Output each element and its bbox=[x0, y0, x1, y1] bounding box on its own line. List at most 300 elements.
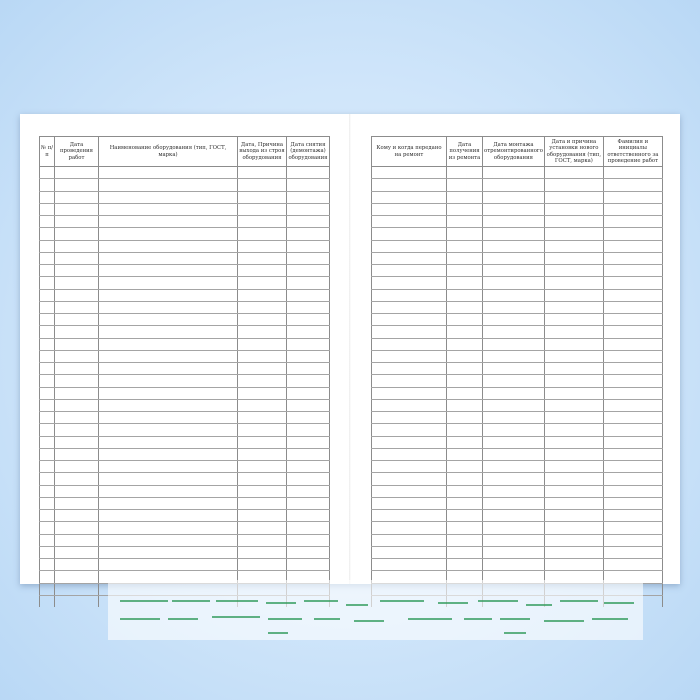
ledger-cell bbox=[372, 191, 447, 203]
ledger-cell bbox=[40, 595, 55, 607]
ledger-cell bbox=[544, 399, 603, 411]
ledger-cell bbox=[603, 399, 662, 411]
watermark-stroke bbox=[544, 620, 584, 622]
watermark-stroke bbox=[266, 602, 296, 604]
ledger-cell bbox=[40, 277, 55, 289]
ledger-cell bbox=[447, 387, 483, 399]
ledger-cell bbox=[40, 191, 55, 203]
ledger-cell bbox=[603, 252, 662, 264]
ledger-cell bbox=[447, 167, 483, 179]
ledger-cell bbox=[544, 387, 603, 399]
ledger-cell bbox=[603, 522, 662, 534]
ledger-cell bbox=[55, 399, 99, 411]
ledger-cell bbox=[99, 240, 238, 252]
ledger-cell bbox=[544, 167, 603, 179]
ledger-cell bbox=[40, 350, 55, 362]
ledger-row bbox=[40, 436, 330, 448]
ledger-cell bbox=[372, 363, 447, 375]
ledger-cell bbox=[603, 289, 662, 301]
watermark-stroke bbox=[408, 618, 452, 620]
watermark-stroke bbox=[304, 600, 338, 602]
ledger-row bbox=[40, 461, 330, 473]
ledger-row bbox=[372, 473, 663, 485]
ledger-cell bbox=[287, 399, 330, 411]
ledger-row bbox=[40, 228, 330, 240]
ledger-cell bbox=[483, 240, 545, 252]
ledger-cell bbox=[603, 559, 662, 571]
ledger-row bbox=[40, 424, 330, 436]
ledger-cell bbox=[447, 203, 483, 215]
ledger-row bbox=[40, 412, 330, 424]
ledger-row bbox=[40, 301, 330, 313]
ledger-cell bbox=[447, 216, 483, 228]
left-ledger-body bbox=[40, 167, 330, 608]
ledger-cell bbox=[372, 252, 447, 264]
ledger-cell bbox=[603, 203, 662, 215]
ledger-cell bbox=[287, 314, 330, 326]
watermark-stroke bbox=[354, 620, 384, 622]
ledger-cell bbox=[55, 228, 99, 240]
ledger-cell bbox=[40, 571, 55, 583]
ledger-cell bbox=[483, 314, 545, 326]
ledger-cell bbox=[287, 510, 330, 522]
ledger-cell bbox=[372, 436, 447, 448]
ledger-cell bbox=[287, 326, 330, 338]
ledger-cell bbox=[372, 350, 447, 362]
right-page bbox=[350, 114, 680, 584]
watermark-stroke bbox=[438, 602, 468, 604]
ledger-cell bbox=[372, 387, 447, 399]
ledger-cell bbox=[372, 301, 447, 313]
ledger-cell bbox=[372, 179, 447, 191]
ledger-cell bbox=[287, 485, 330, 497]
ledger-cell bbox=[483, 191, 545, 203]
ledger-cell bbox=[40, 228, 55, 240]
ledger-row bbox=[40, 399, 330, 411]
ledger-cell bbox=[603, 461, 662, 473]
ledger-row bbox=[40, 473, 330, 485]
ledger-cell bbox=[55, 375, 99, 387]
ledger-row bbox=[372, 485, 663, 497]
ledger-cell bbox=[238, 522, 287, 534]
ledger-cell bbox=[603, 363, 662, 375]
header-removal-date: Дата снятия (демонтажа) оборудования bbox=[287, 137, 330, 167]
ledger-cell bbox=[238, 387, 287, 399]
watermark-stroke bbox=[268, 632, 288, 634]
ledger-cell bbox=[544, 301, 603, 313]
ledger-row bbox=[372, 314, 663, 326]
ledger-cell bbox=[372, 375, 447, 387]
ledger-cell bbox=[238, 412, 287, 424]
ledger-cell bbox=[55, 289, 99, 301]
ledger-cell bbox=[603, 412, 662, 424]
ledger-row bbox=[372, 338, 663, 350]
ledger-cell bbox=[483, 424, 545, 436]
ledger-cell bbox=[544, 510, 603, 522]
ledger-cell bbox=[483, 216, 545, 228]
ledger-row bbox=[40, 485, 330, 497]
ledger-cell bbox=[447, 363, 483, 375]
ledger-cell bbox=[238, 191, 287, 203]
ledger-cell bbox=[447, 546, 483, 558]
ledger-row bbox=[372, 350, 663, 362]
ledger-cell bbox=[483, 485, 545, 497]
ledger-cell bbox=[544, 216, 603, 228]
ledger-cell bbox=[55, 559, 99, 571]
ledger-cell bbox=[483, 252, 545, 264]
ledger-row bbox=[372, 326, 663, 338]
ledger-cell bbox=[99, 252, 238, 264]
ledger-cell bbox=[238, 448, 287, 460]
ledger-cell bbox=[483, 461, 545, 473]
ledger-cell bbox=[603, 277, 662, 289]
ledger-row bbox=[40, 448, 330, 460]
ledger-row bbox=[40, 497, 330, 509]
ledger-cell bbox=[40, 375, 55, 387]
ledger-cell bbox=[372, 338, 447, 350]
ledger-row bbox=[40, 179, 330, 191]
ledger-cell bbox=[603, 546, 662, 558]
watermark-stroke bbox=[268, 618, 302, 620]
left-page bbox=[20, 114, 350, 584]
ledger-cell bbox=[40, 301, 55, 313]
ledger-row bbox=[40, 522, 330, 534]
ledger-cell bbox=[238, 510, 287, 522]
watermark-stroke bbox=[172, 600, 210, 602]
ledger-cell bbox=[603, 473, 662, 485]
ledger-cell bbox=[287, 350, 330, 362]
ledger-cell bbox=[287, 240, 330, 252]
ledger-cell bbox=[603, 375, 662, 387]
ledger-cell bbox=[55, 473, 99, 485]
ledger-cell bbox=[238, 375, 287, 387]
ledger-cell bbox=[447, 240, 483, 252]
ledger-cell bbox=[544, 522, 603, 534]
header-number: № п/п bbox=[40, 137, 55, 167]
ledger-cell bbox=[372, 216, 447, 228]
ledger-cell bbox=[372, 546, 447, 558]
ledger-row bbox=[40, 314, 330, 326]
watermark-stroke bbox=[504, 632, 526, 634]
ledger-row bbox=[40, 387, 330, 399]
ledger-cell bbox=[99, 534, 238, 546]
ledger-cell bbox=[603, 326, 662, 338]
ledger-row bbox=[372, 497, 663, 509]
ledger-cell bbox=[544, 277, 603, 289]
ledger-cell bbox=[238, 424, 287, 436]
ledger-cell bbox=[238, 326, 287, 338]
ledger-cell bbox=[99, 350, 238, 362]
ledger-cell bbox=[544, 338, 603, 350]
ledger-row bbox=[40, 167, 330, 179]
ledger-cell bbox=[483, 436, 545, 448]
ledger-cell bbox=[483, 375, 545, 387]
ledger-cell bbox=[603, 497, 662, 509]
ledger-row bbox=[372, 559, 663, 571]
ledger-row bbox=[372, 265, 663, 277]
header-work-date: Дата проведения работ bbox=[55, 137, 99, 167]
ledger-cell bbox=[544, 473, 603, 485]
ledger-row bbox=[40, 203, 330, 215]
ledger-cell bbox=[447, 461, 483, 473]
ledger-cell bbox=[99, 559, 238, 571]
ledger-cell bbox=[447, 534, 483, 546]
ledger-cell bbox=[99, 301, 238, 313]
ledger-cell bbox=[99, 216, 238, 228]
ledger-cell bbox=[40, 510, 55, 522]
ledger-cell bbox=[40, 522, 55, 534]
ledger-row bbox=[40, 338, 330, 350]
watermark-stroke bbox=[560, 600, 598, 602]
ledger-cell bbox=[447, 228, 483, 240]
ledger-cell bbox=[238, 216, 287, 228]
ledger-cell bbox=[603, 240, 662, 252]
ledger-cell bbox=[544, 350, 603, 362]
ledger-row bbox=[372, 412, 663, 424]
header-install-date: Дата монтажа отремонтированного оборудования bbox=[483, 137, 545, 167]
ledger-cell bbox=[40, 583, 55, 595]
ledger-cell bbox=[447, 448, 483, 460]
watermark-stroke bbox=[592, 618, 628, 620]
ledger-cell bbox=[544, 412, 603, 424]
ledger-cell bbox=[372, 473, 447, 485]
ledger-cell bbox=[238, 399, 287, 411]
ledger-cell bbox=[483, 265, 545, 277]
ledger-cell bbox=[603, 301, 662, 313]
ledger-cell bbox=[544, 546, 603, 558]
header-equipment-name: Наименование оборудования (тип, ГОСТ, марка) bbox=[99, 137, 238, 167]
ledger-cell bbox=[287, 412, 330, 424]
left-ledger-table bbox=[39, 136, 330, 607]
ledger-cell bbox=[544, 203, 603, 215]
ledger-cell bbox=[372, 461, 447, 473]
ledger-cell bbox=[544, 375, 603, 387]
ledger-cell bbox=[447, 436, 483, 448]
ledger-cell bbox=[603, 167, 662, 179]
ledger-cell bbox=[99, 326, 238, 338]
ledger-cell bbox=[99, 510, 238, 522]
ledger-cell bbox=[287, 289, 330, 301]
ledger-cell bbox=[40, 203, 55, 215]
ledger-cell bbox=[447, 252, 483, 264]
ledger-cell bbox=[99, 485, 238, 497]
ledger-cell bbox=[40, 546, 55, 558]
ledger-cell bbox=[372, 203, 447, 215]
watermark-stroke bbox=[500, 618, 530, 620]
ledger-cell bbox=[238, 473, 287, 485]
ledger-cell bbox=[99, 289, 238, 301]
ledger-cell bbox=[287, 424, 330, 436]
header-responsible: Фамилия и инициалы ответственного за проведение работ bbox=[603, 137, 662, 167]
watermark-stroke bbox=[604, 602, 634, 604]
ledger-cell bbox=[483, 167, 545, 179]
ledger-cell bbox=[55, 203, 99, 215]
ledger-cell bbox=[447, 510, 483, 522]
ledger-cell bbox=[55, 485, 99, 497]
ledger-cell bbox=[483, 412, 545, 424]
ledger-cell bbox=[40, 216, 55, 228]
ledger-cell bbox=[544, 424, 603, 436]
ledger-cell bbox=[544, 228, 603, 240]
ledger-cell bbox=[238, 228, 287, 240]
ledger-cell bbox=[40, 252, 55, 264]
ledger-cell bbox=[55, 424, 99, 436]
ledger-cell bbox=[40, 412, 55, 424]
ledger-row bbox=[40, 252, 330, 264]
ledger-cell bbox=[544, 448, 603, 460]
ledger-cell bbox=[40, 167, 55, 179]
ledger-cell bbox=[287, 473, 330, 485]
ledger-cell bbox=[287, 277, 330, 289]
ledger-row bbox=[372, 510, 663, 522]
watermark-stroke bbox=[216, 600, 258, 602]
ledger-cell bbox=[544, 191, 603, 203]
ledger-cell bbox=[544, 559, 603, 571]
ledger-cell bbox=[447, 191, 483, 203]
ledger-cell bbox=[603, 179, 662, 191]
ledger-cell bbox=[603, 510, 662, 522]
ledger-cell bbox=[603, 485, 662, 497]
ledger-cell bbox=[544, 314, 603, 326]
ledger-cell bbox=[40, 461, 55, 473]
ledger-cell bbox=[483, 289, 545, 301]
ledger-cell bbox=[55, 350, 99, 362]
ledger-cell bbox=[55, 326, 99, 338]
ledger-cell bbox=[55, 546, 99, 558]
ledger-cell bbox=[287, 497, 330, 509]
ledger-cell bbox=[99, 203, 238, 215]
ledger-cell bbox=[287, 265, 330, 277]
ledger-row bbox=[40, 546, 330, 558]
ledger-cell bbox=[99, 277, 238, 289]
ledger-cell bbox=[55, 216, 99, 228]
ledger-cell bbox=[483, 363, 545, 375]
ledger-cell bbox=[447, 265, 483, 277]
ledger-cell bbox=[40, 399, 55, 411]
ledger-cell bbox=[287, 338, 330, 350]
ledger-cell bbox=[483, 203, 545, 215]
ledger-cell bbox=[55, 387, 99, 399]
ledger-cell bbox=[483, 510, 545, 522]
ledger-cell bbox=[40, 497, 55, 509]
ledger-cell bbox=[55, 301, 99, 313]
ledger-cell bbox=[238, 534, 287, 546]
ledger-cell bbox=[603, 216, 662, 228]
ledger-cell bbox=[55, 314, 99, 326]
ledger-row bbox=[372, 461, 663, 473]
ledger-cell bbox=[372, 559, 447, 571]
watermark-stroke bbox=[346, 604, 368, 606]
header-failure-reason: Дата, Причина выхода из строя оборудования bbox=[238, 137, 287, 167]
ledger-row bbox=[40, 191, 330, 203]
ledger-cell bbox=[483, 399, 545, 411]
ledger-cell bbox=[372, 167, 447, 179]
ledger-cell bbox=[99, 191, 238, 203]
ledger-row bbox=[372, 203, 663, 215]
ledger-cell bbox=[603, 350, 662, 362]
ledger-cell bbox=[287, 436, 330, 448]
ledger-cell bbox=[287, 522, 330, 534]
ledger-cell bbox=[483, 179, 545, 191]
ledger-row bbox=[372, 436, 663, 448]
ledger-row bbox=[372, 448, 663, 460]
ledger-cell bbox=[447, 350, 483, 362]
ledger-cell bbox=[447, 522, 483, 534]
ledger-cell bbox=[238, 497, 287, 509]
ledger-cell bbox=[55, 522, 99, 534]
ledger-cell bbox=[447, 338, 483, 350]
ledger-cell bbox=[55, 240, 99, 252]
ledger-cell bbox=[447, 424, 483, 436]
ledger-cell bbox=[99, 436, 238, 448]
ledger-cell bbox=[55, 252, 99, 264]
ledger-cell bbox=[238, 314, 287, 326]
ledger-cell bbox=[238, 265, 287, 277]
left-header-row bbox=[40, 137, 330, 167]
right-header-row bbox=[372, 137, 663, 167]
ledger-cell bbox=[55, 448, 99, 460]
ledger-cell bbox=[603, 228, 662, 240]
ledger-cell bbox=[99, 399, 238, 411]
ledger-cell bbox=[55, 571, 99, 583]
ledger-cell bbox=[99, 375, 238, 387]
ledger-cell bbox=[447, 277, 483, 289]
ledger-cell bbox=[99, 265, 238, 277]
ledger-cell bbox=[287, 375, 330, 387]
ledger-cell bbox=[372, 510, 447, 522]
ledger-cell bbox=[99, 179, 238, 191]
ledger-cell bbox=[447, 399, 483, 411]
ledger-cell bbox=[55, 461, 99, 473]
ledger-cell bbox=[99, 314, 238, 326]
watermark-stroke bbox=[380, 600, 424, 602]
ledger-cell bbox=[483, 326, 545, 338]
watermark-stroke bbox=[120, 600, 168, 602]
ledger-cell bbox=[603, 424, 662, 436]
ledger-cell bbox=[447, 179, 483, 191]
ledger-cell bbox=[372, 314, 447, 326]
ledger-row bbox=[372, 289, 663, 301]
ledger-cell bbox=[447, 473, 483, 485]
ledger-cell bbox=[447, 314, 483, 326]
ledger-cell bbox=[238, 167, 287, 179]
watermark-stroke bbox=[478, 600, 518, 602]
ledger-cell bbox=[99, 473, 238, 485]
ledger-cell bbox=[99, 167, 238, 179]
ledger-cell bbox=[238, 277, 287, 289]
ledger-cell bbox=[40, 289, 55, 301]
ledger-cell bbox=[483, 448, 545, 460]
ledger-row bbox=[40, 375, 330, 387]
ledger-row bbox=[372, 240, 663, 252]
ledger-row bbox=[372, 522, 663, 534]
ledger-cell bbox=[372, 326, 447, 338]
ledger-row bbox=[40, 510, 330, 522]
ledger-cell bbox=[483, 534, 545, 546]
ledger-cell bbox=[372, 399, 447, 411]
ledger-cell bbox=[238, 559, 287, 571]
ledger-cell bbox=[544, 326, 603, 338]
ledger-cell bbox=[99, 522, 238, 534]
ledger-cell bbox=[238, 350, 287, 362]
ledger-cell bbox=[603, 387, 662, 399]
ledger-cell bbox=[287, 387, 330, 399]
ledger-row bbox=[40, 350, 330, 362]
ledger-cell bbox=[372, 522, 447, 534]
ledger-cell bbox=[55, 277, 99, 289]
ledger-cell bbox=[99, 461, 238, 473]
watermark-stroke bbox=[212, 616, 260, 618]
